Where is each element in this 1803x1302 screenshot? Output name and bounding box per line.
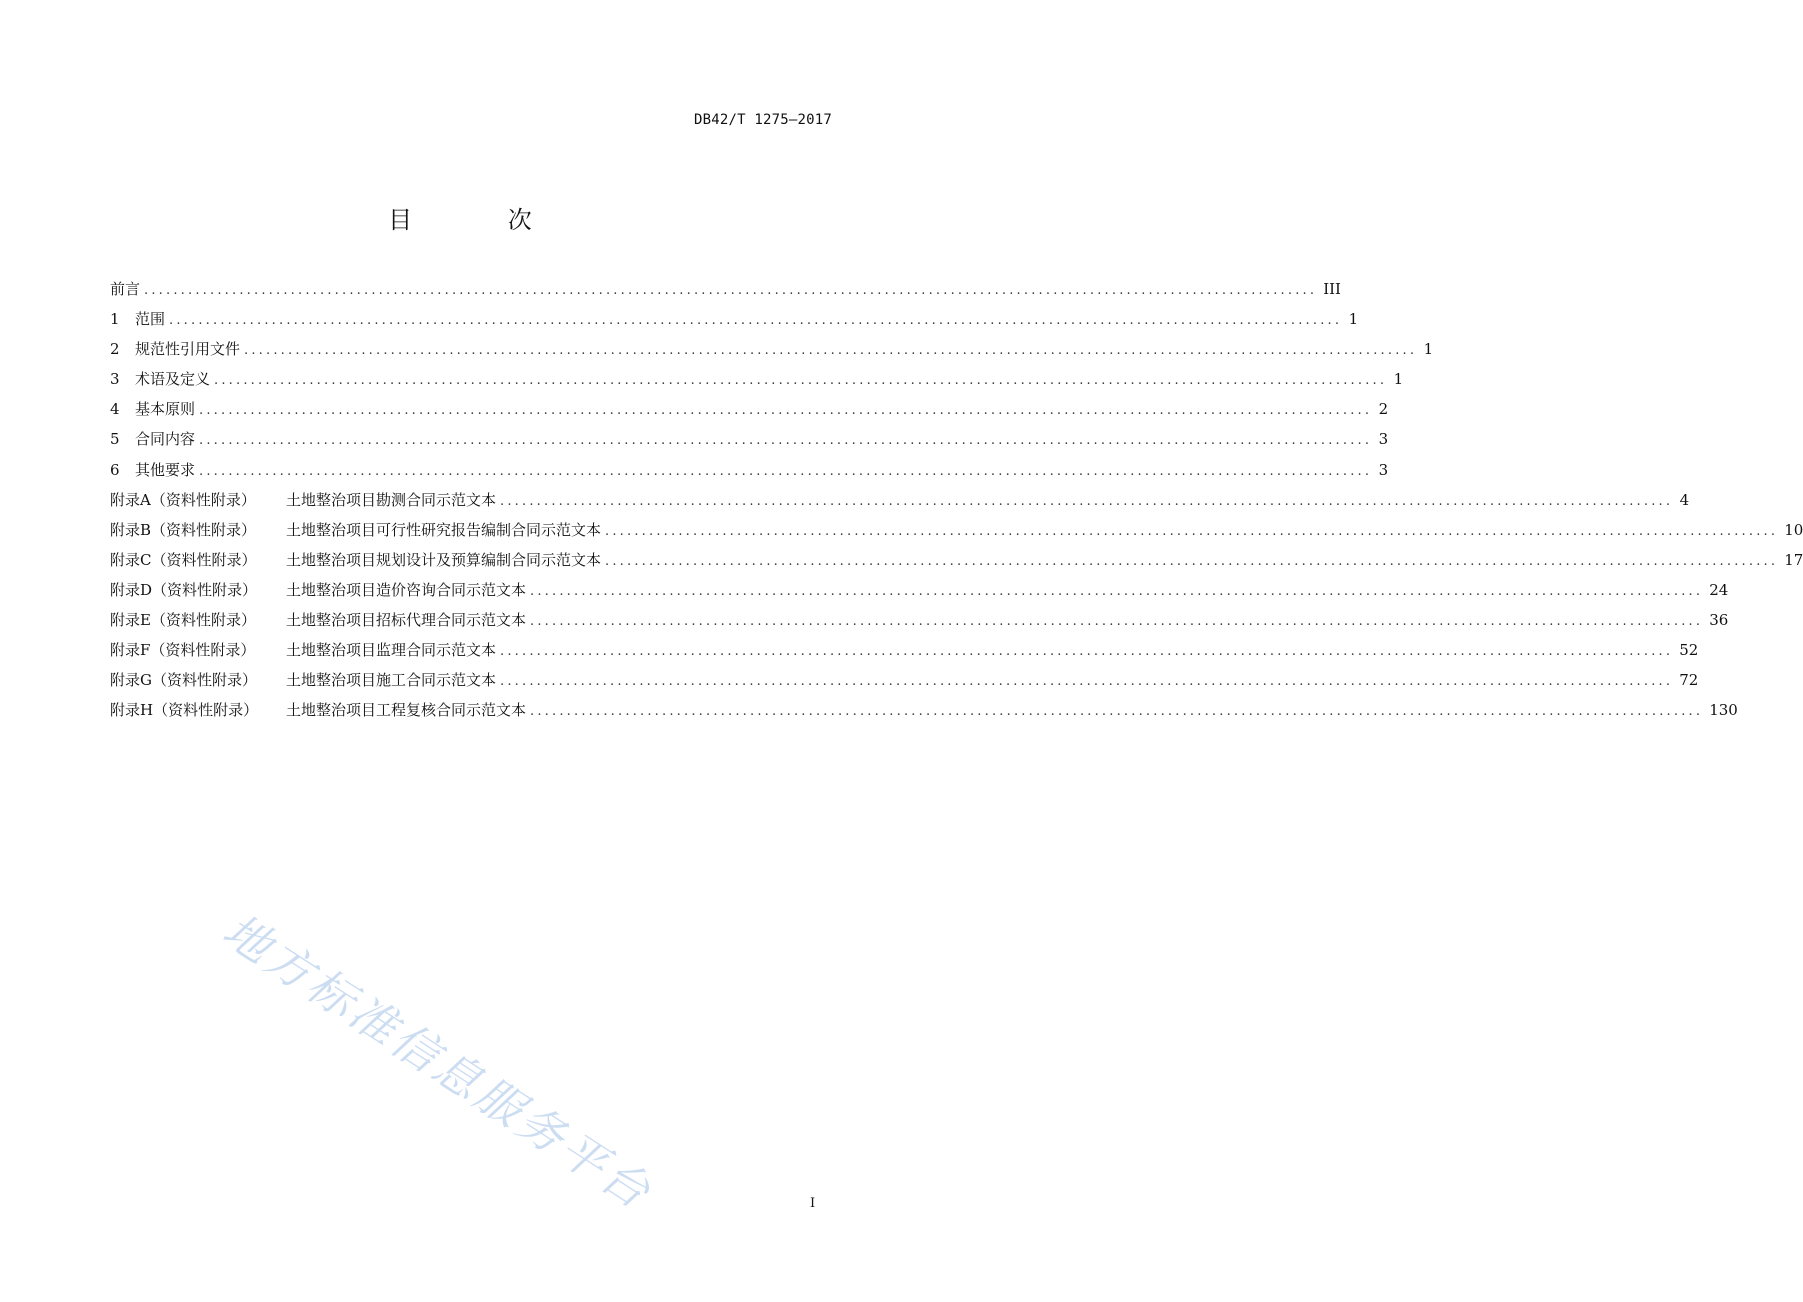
toc-entry-appendix-g[interactable] bbox=[110, 669, 1699, 699]
toc-entry-page: 10 bbox=[1784, 520, 1803, 539]
toc-leader-dots: ................................................................................................................................................................ bbox=[144, 283, 1318, 298]
toc-entry-appendix-f[interactable] bbox=[110, 639, 1699, 669]
document-code: DB42/T 1275—2017 bbox=[693, 112, 832, 128]
toc-leader-dots: ................................................................................................................................................................ bbox=[199, 433, 1373, 449]
toc-leader-dots: ................................................................................................................................................................ bbox=[605, 553, 1779, 569]
toc-appendix-tag: 附录C（资料性附录） bbox=[110, 550, 257, 569]
toc-entry-number: 4 bbox=[110, 400, 120, 419]
page-title: 目 次 bbox=[388, 206, 576, 234]
toc-entry-page: 36 bbox=[1709, 611, 1729, 630]
toc-entry-number: 6 bbox=[110, 460, 120, 479]
toc-entry-page: 3 bbox=[1378, 460, 1389, 479]
toc-entry-label: 土地整治项目工程复核合同示范文本 bbox=[286, 701, 527, 720]
toc-entry-appendix-e[interactable] bbox=[110, 609, 1729, 639]
toc-entry-label: 规范性引用文件 bbox=[135, 340, 241, 359]
toc-leader-dots: ................................................................................................................................................................ bbox=[500, 493, 1674, 509]
toc-entry-label: 土地整治项目施工合同示范文本 bbox=[286, 671, 497, 690]
toc-entry-foreword[interactable] bbox=[110, 278, 1341, 308]
toc-entry-6[interactable] bbox=[110, 459, 1389, 489]
toc-entry-page: 3 bbox=[1378, 430, 1389, 449]
toc-entry-number: 2 bbox=[110, 340, 120, 359]
toc-appendix-tag: 附录B（资料性附录） bbox=[110, 520, 257, 539]
toc-entry-label: 土地整治项目规划设计及预算编制合同示范文本 bbox=[286, 550, 602, 569]
toc-entry-label: 合同内容 bbox=[135, 430, 196, 449]
toc-entry-page: 2 bbox=[1378, 400, 1389, 419]
toc-entry-label: 其他要求 bbox=[135, 460, 196, 479]
toc-entry-number: 5 bbox=[110, 430, 120, 449]
watermark: 地方标准信息服务平台 bbox=[213, 902, 663, 1221]
toc-appendix-tag: 附录G（资料性附录） bbox=[110, 671, 257, 690]
toc-entry-appendix-d[interactable] bbox=[110, 579, 1729, 609]
toc-entry-appendix-b[interactable] bbox=[110, 519, 1803, 549]
toc-leader-dots: ................................................................................................................................................................ bbox=[500, 674, 1674, 690]
page-number: I bbox=[810, 1196, 816, 1211]
toc-entry-number: 1 bbox=[110, 310, 120, 329]
toc-entry-appendix-h[interactable] bbox=[110, 699, 1738, 729]
toc-entry-label: 前言 bbox=[110, 280, 141, 298]
toc-entry-label: 基本原则 bbox=[135, 400, 196, 419]
toc-entry-3[interactable] bbox=[110, 368, 1404, 398]
toc-appendix-tag: 附录A（资料性附录） bbox=[110, 490, 256, 509]
toc-entry-label: 土地整治项目可行性研究报告编制合同示范文本 bbox=[286, 520, 602, 539]
toc-entry-label: 土地整治项目监理合同示范文本 bbox=[286, 641, 497, 660]
toc-leader-dots: ................................................................................................................................................................ bbox=[214, 373, 1388, 389]
toc-entry-label: 范围 bbox=[135, 310, 166, 329]
toc-leader-dots: ................................................................................................................................................................ bbox=[169, 313, 1343, 329]
toc-entry-appendix-a[interactable] bbox=[110, 489, 1690, 519]
toc-entry-4[interactable] bbox=[110, 398, 1389, 428]
toc-entry-5[interactable] bbox=[110, 428, 1389, 458]
toc-entry-number: 3 bbox=[110, 370, 120, 389]
table-of-contents bbox=[110, 278, 1803, 729]
toc-entry-label: 土地整治项目勘测合同示范文本 bbox=[286, 490, 497, 509]
toc-appendix-tag: 附录F（资料性附录） bbox=[110, 641, 256, 660]
toc-entry-label: 术语及定义 bbox=[135, 370, 211, 389]
toc-entry-page: 24 bbox=[1709, 580, 1729, 599]
toc-leader-dots: ................................................................................................................................................................ bbox=[530, 614, 1704, 630]
toc-entry-page: 1 bbox=[1393, 370, 1404, 389]
toc-appendix-tag: 附录H（资料性附录） bbox=[110, 701, 259, 720]
toc-entry-1[interactable] bbox=[110, 308, 1359, 338]
toc-entry-page: III bbox=[1323, 280, 1341, 298]
toc-entry-page: 1 bbox=[1423, 340, 1434, 359]
toc-entry-page: 72 bbox=[1679, 671, 1699, 690]
toc-appendix-tag: 附录D（资料性附录） bbox=[110, 580, 258, 599]
toc-leader-dots: ................................................................................................................................................................ bbox=[199, 403, 1373, 419]
toc-entry-page: 130 bbox=[1709, 701, 1738, 720]
toc-leader-dots: ................................................................................................................................................................ bbox=[530, 583, 1704, 599]
toc-entry-2[interactable] bbox=[110, 338, 1434, 368]
toc-entry-label: 土地整治项目招标代理合同示范文本 bbox=[286, 611, 527, 630]
toc-entry-page: 17 bbox=[1784, 550, 1803, 569]
toc-entry-label: 土地整治项目造价咨询合同示范文本 bbox=[286, 580, 527, 599]
toc-leader-dots: ................................................................................................................................................................ bbox=[199, 463, 1373, 479]
toc-leader-dots: ................................................................................................................................................................ bbox=[244, 343, 1418, 359]
toc-entry-page: 1 bbox=[1348, 310, 1359, 329]
toc-entry-page: 52 bbox=[1679, 641, 1699, 660]
toc-entry-appendix-c[interactable] bbox=[110, 549, 1803, 579]
toc-leader-dots: ................................................................................................................................................................ bbox=[605, 523, 1779, 539]
toc-appendix-tag: 附录E（资料性附录） bbox=[110, 611, 256, 630]
toc-leader-dots: ................................................................................................................................................................ bbox=[530, 704, 1704, 720]
toc-leader-dots: ................................................................................................................................................................ bbox=[500, 644, 1674, 660]
toc-entry-page: 4 bbox=[1679, 490, 1690, 509]
